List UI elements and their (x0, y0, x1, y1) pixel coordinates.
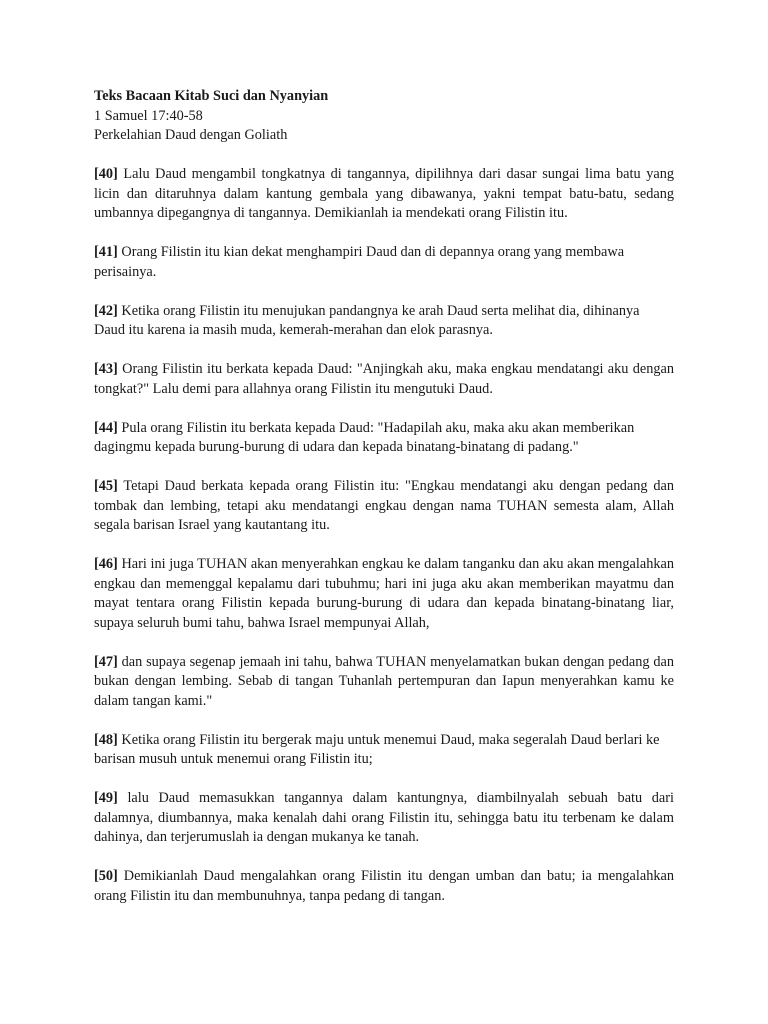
document-header (94, 87, 674, 146)
document-page (94, 87, 674, 926)
verse-40 (94, 165, 674, 224)
verse-number: [43] (94, 361, 118, 377)
verse-number: [48] (94, 731, 118, 748)
verse-number: [40] (94, 166, 118, 182)
verse-text: Orang Filistin itu berkata kepada Daud: "Anjingkah aku, maka engkau mendatangi aku dengan tongkat?" Lalu demi para allahnya orang Filistin itu mengutuki Daud. (94, 361, 674, 397)
verse-45 (94, 477, 674, 536)
verse-text: Hari ini juga TUHAN akan menyerahkan engkau ke dalam tanganku dan aku akan mengalahkan engkau dan memenggal kepalamu dari tubuhmu; hari ini juga aku akan memberikan mayatmu dan mayat tentara orang Filistin kepada burung-burung di udara dan kepada binatang-binatang liar, supaya seluruh bumi tahu, bahwa Israel mempunyai Allah, (94, 556, 674, 631)
verse-text: lalu Daud memasukkan tangannya dalam kantungnya, diambilnyalah sebuah batu dari dalamnya, diumbannya, maka kenalah dahi orang Filistin itu, sehingga batu itu terbenam ke dalam dahinya, dan terjerumuslah ia dengan mukanya ke tanah. (94, 790, 674, 845)
verse-text: Ketika orang Filistin itu bergerak maju untuk menemui Daud, maka segeralah Daud berlari ke barisan musuh untuk menemui orang Filistin itu; (94, 731, 660, 767)
verse-number: [49] (94, 790, 118, 806)
document-title: Teks Bacaan Kitab Suci dan Nyanyian (94, 88, 329, 104)
verse-48 (94, 731, 674, 770)
verse-50 (94, 867, 674, 906)
verse-number: [50] (94, 868, 118, 884)
verse-number: [46] (94, 556, 118, 572)
verse-number: [44] (94, 419, 118, 436)
verse-46 (94, 555, 674, 633)
document-subtitle: Perkelahian Daud dengan Goliath (94, 127, 288, 143)
verse-text: Demikianlah Daud mengalahkan orang Filistin itu dengan umban dan batu; ia mengalahkan orang Filistin itu dan membunuhnya, tanpa pedang di tangan. (94, 868, 674, 904)
verse-42 (94, 302, 674, 341)
verse-49 (94, 789, 674, 848)
verse-text: Ketika orang Filistin itu menujukan pandangnya ke arah Daud serta melihat dia, dihinanya Daud itu karena ia masih muda, kemerah-merahan dan elok parasnya. (94, 302, 640, 338)
verse-44 (94, 419, 674, 458)
scripture-reference: 1 Samuel 17:40-58 (94, 107, 203, 124)
verse-41 (94, 243, 674, 282)
verse-text: Orang Filistin itu kian dekat menghampiri Daud dan di depannya orang yang membawa perisainya. (94, 244, 625, 280)
verse-number: [47] (94, 653, 118, 670)
verse-47 (94, 653, 674, 712)
verse-text: Tetapi Daud berkata kepada orang Filistin itu: "Engkau mendatangi aku dengan pedang dan tombak dan lembing, tetapi aku mendatangi engkau dengan nama TUHAN semesta alam, Allah segala barisan Israel yang kautantang itu. (94, 478, 674, 533)
verse-number: [41] (94, 244, 118, 260)
verse-text: Lalu Daud mengambil tongkatnya di tangannya, dipilihnya dari dasar sungai lima batu yang licin dan ditaruhnya dalam kantung gembala yang dibawanya, yakni tempat batu-batu, sedang umbannya dipegangnya di tangannya. Demikianlah ia mendekati orang Filistin itu. (94, 166, 674, 221)
verse-text: dan supaya segenap jemaah ini tahu, bahwa TUHAN menyelamatkan bukan dengan pedang dan bukan dengan lembing. Sebab di tangan Tuhanlah pertempuran dan Iapun menyerahkan kamu ke dalam tangan kami." (94, 653, 674, 709)
verse-number: [45] (94, 478, 118, 494)
verse-number: [42] (94, 302, 118, 319)
verse-text: Pula orang Filistin itu berkata kepada Daud: "Hadapilah aku, maka aku akan memberikan dagingmu kepada burung-burung di udara dan kepada binatang-binatang di padang." (94, 419, 635, 455)
verse-43 (94, 360, 674, 399)
